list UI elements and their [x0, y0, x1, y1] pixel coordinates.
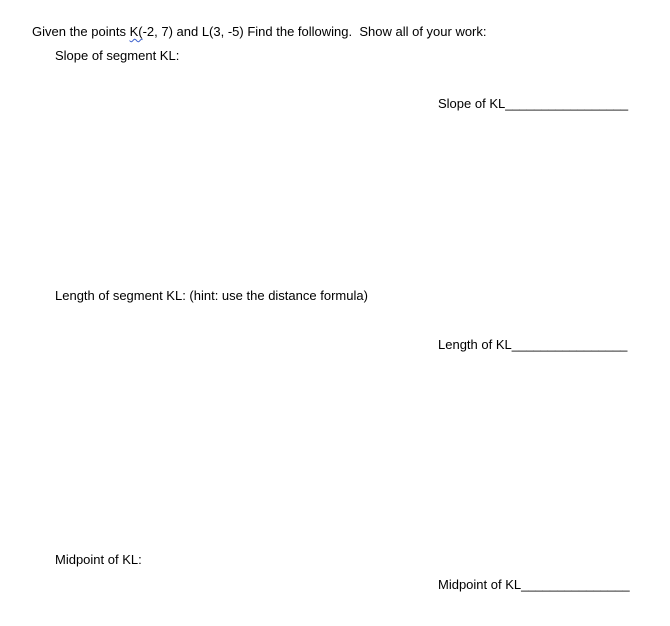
problem-text-before-flag: Given the points: [32, 24, 130, 39]
grammar-squiggle-text: K(: [129, 24, 143, 39]
slope-work-label: Slope of segment KL:: [55, 48, 180, 63]
problem-statement: [32, 24, 487, 39]
slope-answer-blank[interactable]: _________________: [505, 96, 629, 111]
midpoint-work-label: Midpoint of KL:: [55, 552, 142, 567]
midpoint-answer-blank[interactable]: _______________: [521, 577, 630, 592]
length-answer-label: Length of KL: [438, 337, 512, 352]
length-answer-line: [438, 337, 627, 352]
slope-answer-line: [438, 96, 628, 111]
midpoint-answer-line: [438, 577, 630, 592]
length-work-label: Length of segment KL: (hint: use the distance formula): [55, 288, 368, 303]
slope-answer-label: Slope of KL: [438, 96, 506, 111]
midpoint-answer-label: Midpoint of KL: [438, 577, 522, 592]
problem-text-after-flag: -2, 7) and L(3, -5) Find the following. Show all of your work:: [142, 24, 487, 39]
length-answer-blank[interactable]: ________________: [511, 337, 628, 352]
